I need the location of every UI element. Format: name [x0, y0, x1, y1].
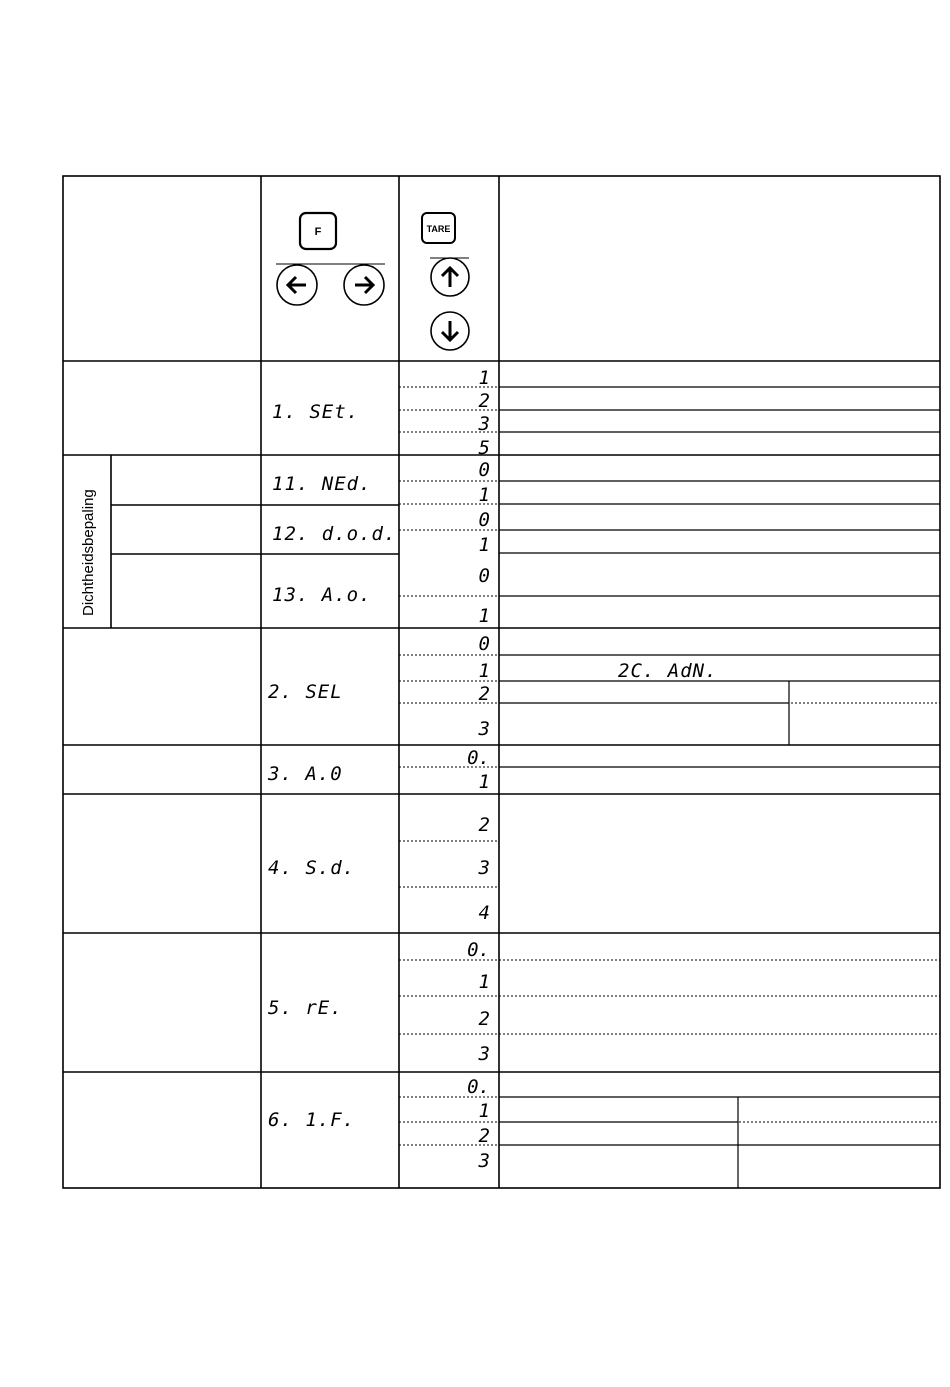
menu-code-ao: 13. A.o. — [272, 584, 372, 606]
option-value: 0. — [467, 939, 490, 961]
option-value: 3 — [478, 718, 490, 740]
option-value: 2 — [478, 1125, 490, 1147]
option-value: 1 — [478, 605, 490, 627]
option-value: 3 — [478, 1043, 490, 1065]
option-value: 4 — [478, 902, 490, 924]
tare-key-icon — [422, 213, 455, 243]
table-grid — [63, 176, 940, 1188]
svg-text:TARE: TARE — [426, 224, 451, 234]
option-value: 1 — [478, 1100, 490, 1122]
menu-code-dod: 12. d.o.d. — [272, 523, 397, 545]
menu-code-ned: 11. NEd. — [272, 473, 372, 495]
option-value: 3 — [478, 857, 490, 879]
option-value: 1 — [478, 484, 490, 506]
option-value: 0 — [478, 509, 490, 531]
option-value: 1 — [478, 660, 490, 682]
f-key-icon — [300, 213, 336, 249]
svg-text:F: F — [314, 226, 322, 238]
option-value: 1 — [478, 771, 490, 793]
option-value: 2 — [478, 390, 490, 412]
option-value: 2 — [478, 1008, 490, 1030]
menu-code-re: 5. rE. — [268, 997, 343, 1019]
menu-code-a0: 3. A.0 — [268, 763, 343, 785]
option-value: 0 — [478, 633, 490, 655]
arrow-left-icon — [277, 265, 317, 305]
option-value: 3 — [478, 1150, 490, 1172]
option-value: 1 — [478, 534, 490, 556]
option-value: 0. — [467, 747, 490, 769]
menu-code-sd: 4. S.d. — [268, 857, 356, 879]
option-value: 3 — [478, 413, 490, 435]
arrow-up-icon — [431, 258, 469, 296]
menu-code-set: 1. SEt. — [272, 401, 360, 423]
menu-code-if: 6. 1.F. — [268, 1109, 356, 1131]
option-value: 2 — [478, 683, 490, 705]
option-value: 0 — [478, 565, 490, 587]
option-value: 5 — [478, 437, 490, 459]
menu-note-adn: 2C. AdN. — [618, 660, 718, 682]
option-value: 2 — [478, 814, 490, 836]
menu-code-sel: 2. SEL — [268, 681, 343, 703]
option-value: 0 — [478, 459, 490, 481]
option-value: 0. — [467, 1076, 490, 1098]
option-value: 1 — [478, 971, 490, 993]
option-value: 1 — [478, 367, 490, 389]
description-lines — [499, 387, 940, 1188]
arrow-right-icon — [344, 265, 384, 305]
arrow-down-icon — [431, 312, 469, 350]
group-label: Dichtheidsbepaling — [80, 489, 97, 616]
